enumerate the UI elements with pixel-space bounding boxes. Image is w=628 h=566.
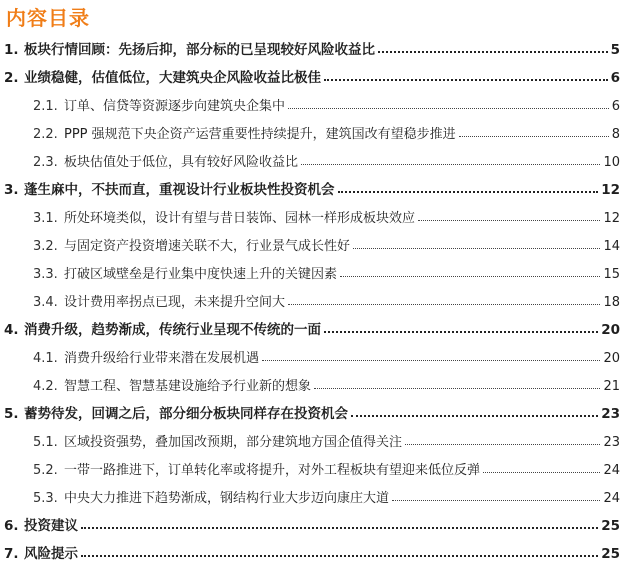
page-number: 5 [610,42,620,58]
section-number: 4.1. [33,351,58,366]
section-title: 业绩稳健，估值低位，大建筑央企风险收益比极佳 [24,70,321,86]
dot-leader [353,247,600,249]
section-title: 设计费用率拐点已现，未来提升空间大 [64,295,286,310]
page-number: 15 [603,267,620,282]
page-number: 23 [601,406,620,422]
section-title: 所处环境类似，设计有望与昔日装饰、园林一样形成板块效应 [64,211,416,226]
dot-leader [81,554,598,557]
section-number: 5.1. [33,435,58,450]
dot-leader [314,387,600,389]
section-number: 2.1. [33,99,58,114]
dot-leader [262,359,600,361]
dot-leader [81,526,598,529]
section-title: 打破区域壁垒是行业集中度快速上升的关键因素 [64,267,338,282]
dot-leader [324,78,608,81]
toc-entry[interactable] [0,456,628,478]
section-title: PPP 强规范下央企资产运营重要性持续提升，建筑国改有望稳步推进 [64,127,456,142]
dot-leader [301,163,600,165]
section-title: 一带一路推进下，订单转化率或将提升，对外工程板块有望迎来低位反弹 [64,463,481,478]
dot-leader [418,219,600,221]
page-number: 25 [601,518,620,534]
section-title: 投资建议 [24,518,78,534]
toc-entry[interactable] [0,484,628,506]
toc-entry[interactable] [0,64,628,86]
page-number: 10 [603,155,620,170]
section-number: 4. [4,322,19,338]
dot-leader [288,303,600,305]
section-number: 3.2. [33,239,58,254]
section-title: 中央大力推进下趋势渐成，钢结构行业大步迈向康庄大道 [64,491,390,506]
section-title: 消费升级，趋势渐成，传统行业呈现不传统的一面 [24,322,321,338]
section-title: 订单、信贷等资源逐步向建筑央企集中 [64,99,286,114]
page-number: 24 [603,491,620,506]
section-number: 5.2. [33,463,58,478]
section-number: 4.2. [33,379,58,394]
page-number: 12 [601,182,620,198]
dot-leader [338,190,599,193]
dot-leader [351,414,598,417]
section-title: 区域投资强势，叠加国改预期，部分建筑地方国企值得关注 [64,435,403,450]
section-number: 2.3. [33,155,58,170]
section-title: 风险提示 [24,546,78,562]
toc-entry[interactable] [0,372,628,394]
section-number: 5. [4,406,19,422]
section-number: 3.1. [33,211,58,226]
section-title: 板块估值处于低位，具有较好风险收益比 [64,155,299,170]
page-number: 23 [603,435,620,450]
toc-entry[interactable] [0,316,628,338]
section-title: 消费升级给行业带来潜在发展机遇 [64,351,260,366]
toc-entry[interactable] [0,148,628,170]
page-number: 25 [601,546,620,562]
section-number: 6. [4,518,19,534]
page-number: 6 [610,70,620,86]
section-title: 与固定资产投资增速关联不大，行业景气成长性好 [64,239,351,254]
section-title: 板块行情回顾：先扬后抑，部分标的已呈现较好风险收益比 [24,42,375,58]
toc-entry[interactable] [0,288,628,310]
page-number: 21 [603,379,620,394]
toc-entry[interactable] [0,232,628,254]
dot-leader [288,107,609,109]
page-number: 20 [603,351,620,366]
page-number: 24 [603,463,620,478]
page-number: 12 [603,211,620,226]
toc-entry[interactable] [0,540,628,562]
toc-entry[interactable] [0,512,628,534]
section-number: 1. [4,42,19,58]
section-title: 智慧工程、智慧基建设施给予行业新的想象 [64,379,312,394]
section-number: 7. [4,546,19,562]
dot-leader [405,443,600,445]
page-number: 14 [603,239,620,254]
section-number: 3.4. [33,295,58,310]
section-title: 蓬生麻中，不扶而直，重视设计行业板块性投资机会 [24,182,335,198]
toc-entry[interactable] [0,120,628,142]
toc-entry[interactable] [0,176,628,198]
section-number: 2. [4,70,19,86]
dot-leader [459,135,609,137]
toc-title: 内容目录 [6,6,90,30]
page-number: 18 [603,295,620,310]
dot-leader [483,471,600,473]
section-number: 3.3. [33,267,58,282]
dot-leader [340,275,600,277]
page-number: 8 [611,127,620,142]
toc-entry[interactable] [0,344,628,366]
dot-leader [392,499,600,501]
toc-entry[interactable] [0,204,628,226]
dot-leader [324,330,598,333]
page-number: 6 [611,99,620,114]
toc-entry[interactable] [0,400,628,422]
section-number: 5.3. [33,491,58,506]
page-number: 20 [601,322,620,338]
toc-entry[interactable] [0,428,628,450]
section-number: 2.2. [33,127,58,142]
toc-entry[interactable] [0,260,628,282]
section-number: 3. [4,182,19,198]
dot-leader [378,50,608,53]
section-title: 蓄势待发，回调之后，部分细分板块同样存在投资机会 [24,406,348,422]
toc-entry[interactable] [0,92,628,114]
toc-entry[interactable] [0,36,628,58]
